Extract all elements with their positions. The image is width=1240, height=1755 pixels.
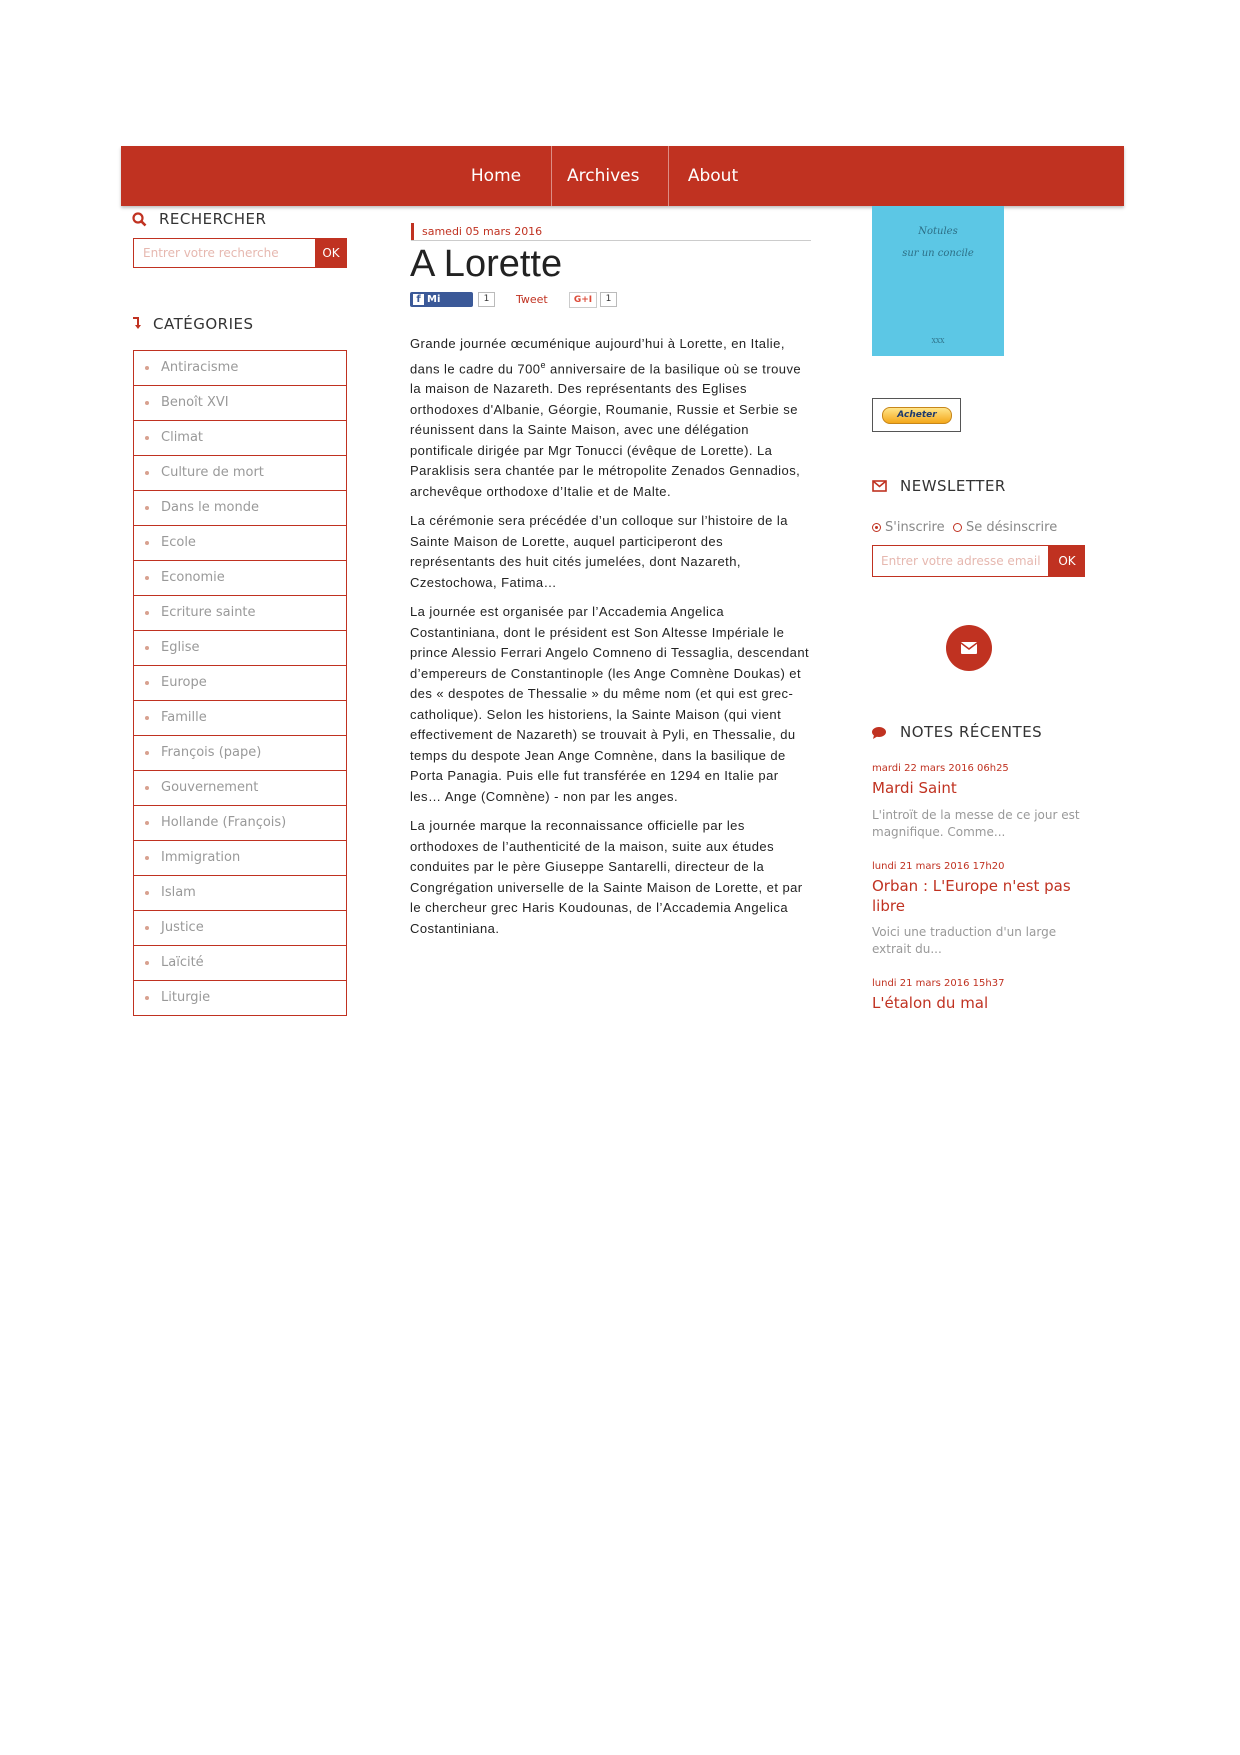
category-label: Antiracisme: [161, 360, 239, 375]
category-label: Islam: [161, 885, 196, 900]
nav-divider: [668, 146, 669, 206]
category-item[interactable]: [134, 561, 346, 596]
category-item[interactable]: [134, 351, 346, 386]
tweet-button[interactable]: Tweet: [516, 293, 548, 306]
book-title-line2: sur un concile: [902, 248, 974, 259]
bullet: [145, 506, 149, 510]
category-item[interactable]: [134, 421, 346, 456]
bullet: [145, 751, 149, 755]
bullet: [145, 681, 149, 685]
radio-unchecked-icon: [953, 523, 962, 532]
bullet: [145, 786, 149, 790]
category-item[interactable]: [134, 386, 346, 421]
bullet: [145, 401, 149, 405]
category-label: Immigration: [161, 850, 241, 865]
bullet: [145, 646, 149, 650]
article-paragraph: La cérémonie sera précédée d’un colloque sur l’histoire de la Sainte Maison de Lorette, auquel participeront des représentants des huit cités jumelées, dont Nazareth, Czestochowa, Fatima…: [410, 513, 788, 590]
category-label: Eglise: [161, 640, 200, 655]
facebook-icon: f: [413, 294, 424, 305]
note-date: lundi 21 mars 2016 15h37: [872, 978, 1005, 989]
search-title: RECHERCHER: [159, 210, 267, 228]
category-label: Climat: [161, 430, 204, 445]
radio-label: Se désinscrire: [966, 520, 1058, 535]
article-date: samedi 05 mars 2016: [422, 225, 543, 238]
bullet: [145, 926, 149, 930]
category-label: Economie: [161, 570, 225, 585]
note-title[interactable]: Mardi Saint: [872, 779, 957, 797]
gplus-count: 1: [600, 292, 617, 307]
category-item[interactable]: [134, 806, 346, 841]
category-label: Ecriture sainte: [161, 605, 256, 620]
book-cover-image[interactable]: [872, 206, 1004, 356]
category-item[interactable]: [134, 736, 346, 771]
note-date: mardi 22 mars 2016 06h25: [872, 763, 1009, 774]
category-label: Culture de mort: [161, 465, 264, 480]
category-item[interactable]: [134, 526, 346, 561]
bullet: [145, 716, 149, 720]
radio-checked-icon: [872, 523, 881, 532]
article-paragraph: [410, 334, 812, 502]
book-small-text: XXX: [931, 338, 945, 345]
category-list: [133, 350, 347, 1016]
category-item[interactable]: [134, 946, 346, 981]
gplus-button[interactable]: G+I: [569, 292, 597, 308]
category-item[interactable]: [134, 701, 346, 736]
book-title-line1: Notules: [918, 226, 958, 237]
radio-label: S'inscrire: [885, 520, 945, 535]
category-label: Justice: [161, 920, 204, 935]
bullet: [145, 856, 149, 860]
category-item[interactable]: [134, 771, 346, 806]
buy-box: [872, 398, 961, 432]
date-marker: [411, 223, 414, 241]
recent-notes-title: NOTES RÉCENTES: [900, 723, 1043, 741]
article-title: A Lorette: [410, 243, 563, 285]
article-text: anniversaire de la basilique où se trouve la maison de Nazareth. Des représentants des Eglises orthodoxes d'Albanie, Géorgie, Roumanie, Russie et Serbie se réunissent dans la Sainte Maison, avec une délégation pontificale dirigée par Mgr Tonucci (évêque de Lorette). La Paraklisis sera chantée par le métropolite Zenados Gennadios, archevêque orthodoxe d’Italie et de Malte.: [410, 360, 802, 499]
note-title[interactable]: L'étalon du mal: [872, 994, 989, 1012]
bullet: [145, 576, 149, 580]
category-label: Europe: [161, 675, 207, 690]
article-paragraph: La journée marque la reconnaissance officielle par les orthodoxes de l’authenticité de la maison, suite aux études conduites par le père Giuseppe Santarelli, directeur de la Congrégation universelle de la Sainte Maison de Lorette, et par le chercheur grec Haris Koudounas, de l’Accademia Angelica Costantiniana.: [410, 818, 803, 936]
newsletter-title: NEWSLETTER: [900, 477, 1006, 495]
note-excerpt: Voici une traduction d'un large extrait du...: [872, 925, 1057, 956]
category-item[interactable]: [134, 876, 346, 911]
category-item[interactable]: [134, 666, 346, 701]
envelope-icon: [961, 642, 977, 654]
search-input[interactable]: Entrer votre recherche: [133, 238, 316, 268]
bullet: [145, 471, 149, 475]
category-arrow-icon: [131, 316, 143, 330]
category-item[interactable]: [134, 456, 346, 491]
buy-button[interactable]: Acheter: [882, 407, 952, 424]
nav-archives[interactable]: Archives: [567, 166, 640, 186]
envelope-icon: [872, 480, 887, 492]
category-item[interactable]: [134, 841, 346, 876]
category-label: Liturgie: [161, 990, 211, 1005]
search-icon: [132, 212, 147, 227]
email-contact-button[interactable]: [946, 625, 992, 671]
note-title[interactable]: Orban : L'Europe n'est pas libre: [872, 877, 1071, 915]
nav-home[interactable]: Home: [470, 166, 522, 186]
bullet: [145, 436, 149, 440]
email-input[interactable]: Entrer votre adresse email: [872, 545, 1049, 577]
article-body: [410, 334, 812, 948]
note-date: lundi 21 mars 2016 17h20: [872, 861, 1005, 872]
bullet: [145, 611, 149, 615]
bullet: [145, 891, 149, 895]
article-paragraph: La journée est organisée par l’Accademia Angelica Costantiniana, dont le président est Son Altesse Impériale le prince Alessio Ferrari Angelo Comneno di Tessaglia, descendant d’empereurs de Constantinople (les Ange Comnène Doukas) et des « despotes de Thessalie » du même nom (et qui est grec-catholique). Selon les historiens, la Sainte Maison (qui vient effectivement de Nazareth) se trouvait à Pyli, en Thessalie, du temps du despote Jean Ange Comnène, dans la basilique de Porta Panagia. Puis elle fut transférée en 1294 en Italie par les… Ange (Comnène) - non par les anges.: [410, 604, 810, 804]
categories-title: CATÉGORIES: [153, 315, 254, 333]
superscript: e: [540, 359, 546, 370]
bullet: [145, 996, 149, 1000]
comment-icon: [871, 726, 887, 740]
facebook-like-label: Mi piace: [410, 294, 441, 320]
category-item[interactable]: [134, 631, 346, 666]
category-label: Hollande (François): [161, 815, 287, 830]
category-label: Laïcité: [161, 955, 204, 970]
newsletter-ok-button[interactable]: OK: [1049, 545, 1085, 577]
category-label: Dans le monde: [161, 500, 259, 515]
facebook-like-button[interactable]: [410, 292, 473, 320]
category-item[interactable]: [134, 596, 346, 631]
date-divider: [411, 240, 811, 241]
category-label: Benoît XVI: [161, 395, 229, 410]
category-label: Famille: [161, 710, 207, 725]
category-item[interactable]: [134, 981, 346, 1016]
category-label: Ecole: [161, 535, 196, 550]
facebook-count: 1: [478, 292, 495, 307]
nav-divider: [551, 146, 552, 206]
article-text: Grande journée œcuménique aujourd’hui à Lorette, en Italie, dans le cadre du 700: [410, 336, 785, 376]
category-item[interactable]: [134, 491, 346, 526]
bullet: [145, 366, 149, 370]
category-label: François (pape): [161, 745, 262, 760]
bullet: [145, 541, 149, 545]
radio-unsubscribe[interactable]: [953, 520, 1057, 535]
bullet: [145, 961, 149, 965]
radio-subscribe[interactable]: [872, 520, 945, 535]
search-ok-button[interactable]: OK: [315, 238, 347, 268]
category-item[interactable]: [134, 911, 346, 946]
category-label: Gouvernement: [161, 780, 259, 795]
top-navbar: [121, 146, 1124, 206]
note-excerpt: L'introït de la messe de ce jour est magnifique. Comme...: [872, 808, 1080, 839]
nav-about[interactable]: About: [687, 166, 739, 186]
bullet: [145, 821, 149, 825]
